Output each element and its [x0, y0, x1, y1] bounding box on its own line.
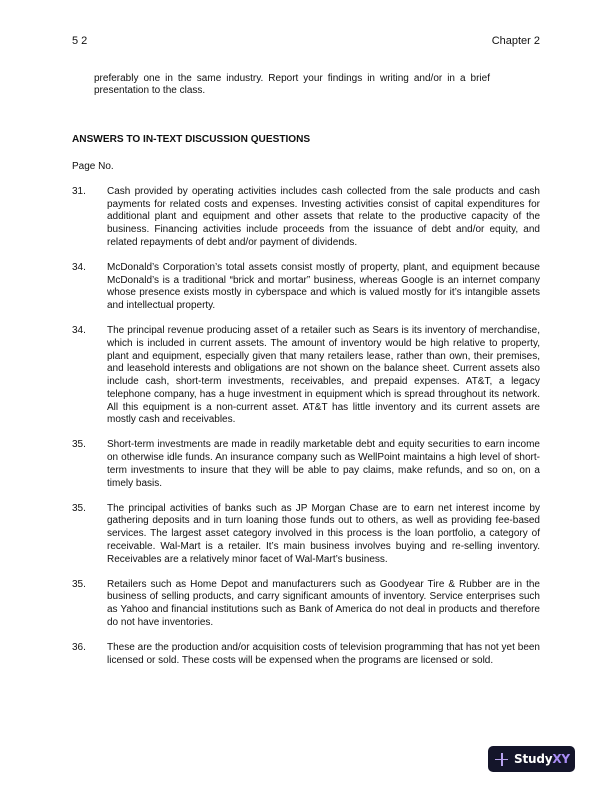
answer-item	[72, 186, 540, 250]
answer-text: McDonald’s Corporation’s total assets consist mostly of property, plant, and equipment because McDonald’s is a traditional “brick and mortar” business, whereas Google is an internet company whose presence exists mostly in cyberspace and which is valued mostly for it’s intangible assets and intellectual property.	[107, 262, 540, 312]
answer-number: 35.	[72, 439, 86, 451]
answer-number: 36.	[72, 642, 86, 654]
chapter-label: Chapter 2	[491, 35, 540, 47]
answer-number: 31.	[72, 186, 86, 197]
page-no-label: Page No.	[72, 161, 114, 172]
answers-list	[72, 186, 540, 680]
intro-paragraph: preferably one in the same industry. Report your findings in writing and/or in a brief presentation to the class.	[94, 73, 490, 96]
answer-number: 34.	[72, 262, 86, 274]
brand-name	[514, 752, 570, 766]
answer-text: Cash provided by operating activities includes cash collected from the sale products and cash payments for related costs and expenses. Investing activities consist of capital expenditures for additional plant and equipment and other assets that relate to the productive capacity of the business. Financing activities include proceeds from the issuance of debt and/or equity, and related repayments of debt and/or payment of dividends.	[107, 186, 540, 248]
answer-item	[72, 439, 540, 490]
page-number: 5 2	[72, 35, 88, 47]
brand-part-xy: XY	[552, 752, 570, 766]
answer-item	[72, 325, 540, 427]
studyxy-watermark-badge[interactable]	[488, 746, 575, 772]
answer-text: These are the production and/or acquisition costs of television programming that has not yet been licensed or sold. These costs will be expensed when the programs are licensed or sold.	[107, 642, 540, 666]
answer-text: The principal activities of banks such as JP Morgan Chase are to earn net interest income by gathering deposits and in turn loaning those funds out to others, as well as providing fee-based services. The largest asset category involved in this process is the loan portfolio, a category of receivable. Wal-Mart is a retailer. It’s main business involves buying and re-selling inventory. Receivables are a relatively minor facet of Wal-Mart’s business.	[107, 502, 540, 565]
section-heading: ANSWERS TO IN-TEXT DISCUSSION QUESTIONS	[72, 134, 311, 145]
answer-item	[72, 579, 540, 630]
answer-item	[72, 503, 540, 567]
answer-number: 34.	[72, 325, 86, 337]
plus-icon	[495, 753, 508, 766]
answer-text: The principal revenue producing asset of a retailer such as Sears is its inventory of merchandise, which is included in current assets. The amount of inventory would be high relative to property, plant and equipment, especially given that many retailers lease, rather than own, their premises, and leasehold interests and obligations are not shown on the balance sheet. Current assets also include cash, short-term investments, receivables, and prepaid expenses. AT&T, a legacy telephone company, has a huge investment in equipment which is spread throughout its network. All this equipment is a non-current asset. AT&T has little inventory and its current assets are mostly cash and receivables.	[107, 325, 540, 426]
brand-part-study: Study	[514, 752, 553, 766]
answer-number: 35.	[72, 578, 86, 590]
answer-number: 35.	[72, 502, 86, 514]
answer-item	[72, 262, 540, 313]
answer-text: Short-term investments are made in readily marketable debt and equity securities to earn income on otherwise idle funds. An insurance company such as WellPoint maintains a high level of short-term investments to insure that they will be able to pay claims, make refunds, and so on, on a timely basis.	[107, 439, 540, 489]
answer-text: Retailers such as Home Depot and manufacturers such as Goodyear Tire & Rubber are in the business of selling products, and carry significant amounts of inventory. Service enterprises such as Yahoo and financial institutions such as Bank of America do not deal in products and therefore do not have inventories.	[107, 578, 540, 628]
answer-item	[72, 642, 540, 667]
